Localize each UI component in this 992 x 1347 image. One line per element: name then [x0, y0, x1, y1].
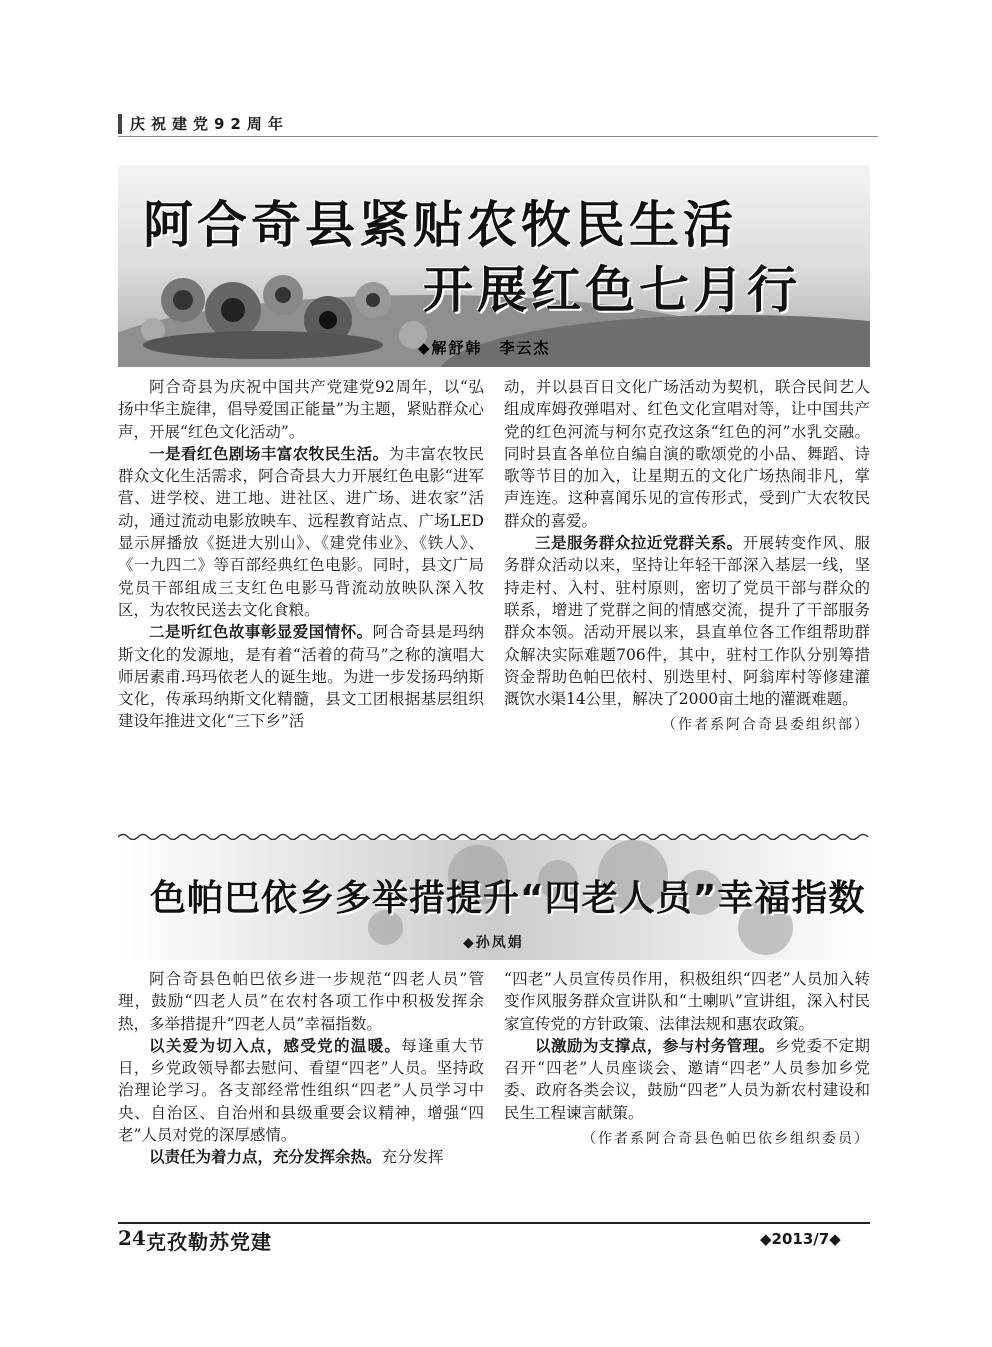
paragraph-text: 充分发挥 — [381, 1148, 444, 1167]
paragraph-text: 每逢重大节日，乡党政领导都去慰问、看望“四老”人员。坚持政治理论学习。各支部经常性组织“四老”人员学习中央、自治区、自治州和县级重要会议精神，增强“四老”人员对党的深厚感情。 — [118, 1036, 484, 1145]
paragraph — [118, 376, 484, 443]
paragraph-text: 开展转变作风、服务群众活动以来，坚持让年轻干部深入基层一线，坚持走村、入村、驻村原则，密切了党员干部与群众的联系，增进了党群之间的情感交流，提升了干部服务群众本领。活动开展以来，县直单位各工作组帮助群众解决实际难题706件，其中，驻村工作队分别筹措资金帮助色帕巴依村、别迭里村、阿翁库村等修建灌溉饮水渠14公里，解决了2000亩土地的灌溉难题。 — [504, 534, 870, 709]
paragraph — [118, 443, 484, 621]
author-signature: （作者系阿合奇县委组织部） — [662, 717, 870, 734]
article2-title: 色帕巴依乡多举措提升“四老人员”幸福指数 — [150, 878, 866, 919]
paragraph — [504, 968, 870, 1035]
paragraph — [504, 532, 870, 710]
issue-label: ◆2013/7◆ — [760, 1230, 841, 1248]
paragraph-lead: 以激励为支撑点，参与村务管理。 — [535, 1036, 775, 1055]
paragraph-text: 动，并以县百日文化广场活动为契机，联合民间艺人组成库姆孜弹唱对、红色文化宣唱对等，让中国共产党的红色河流与柯尔克孜这条“红色的河”水乳交融。同时县直各单位自编自演的歌颂党的小品、舞蹈、诗歌等节目的加入，让星期五的文化广场热闹非凡，掌声连连。这种喜闻乐见的宣传形式，受到广大农牧民群众的喜爱。 — [504, 378, 870, 530]
article1-left-column — [118, 376, 484, 733]
paragraph-lead: 二是听红色故事彰显爱国情怀。 — [149, 623, 373, 642]
paragraph-lead: 以关爱为切入点，感受党的温暖。 — [149, 1036, 402, 1055]
paragraph-text: “四老”人员宣传员作用，积极组织“四老”人员加入转变作风服务群众宣讲队和“土喇叭”宣讲组，深入村民家宣传党的方针政策、法律法规和惠农政策。 — [504, 970, 870, 1033]
article1-right-column — [504, 376, 870, 737]
paragraph-text: 阿合奇县为庆祝中国共产党建党92周年，以“弘扬中华主旋律，倡导爱国正能量”为主题，紧贴群众心声，开展“红色文化活动”。 — [118, 378, 484, 441]
paragraph-lead: 三是服务群众拉近党群关系。 — [535, 534, 743, 553]
article2-banner — [118, 840, 870, 960]
article1-title-line2: 开展红色七月行 — [423, 261, 801, 319]
paragraph — [504, 1035, 870, 1124]
flowers-illustration — [123, 240, 463, 365]
header-bar — [118, 114, 122, 134]
article1-authors: ◆解舒韩 李云杰 — [418, 339, 551, 357]
paragraph-text: 阿合奇县色帕巴依乡进一步规范“四老人员”管理，鼓励“四老人员”在农村各项工作中积极发挥余热，多举措提升“四老人员”幸福指数。 — [118, 970, 484, 1033]
paragraph-text: 阿合奇县是玛纳斯文化的发源地，是有着“活着的荷马”之称的演唱大师居素甫.玛玛依老人的诞生地。为进一步发扬玛纳斯文化，传承玛纳斯文化精髓，县文工团根据基层组织建设年推进文化“三下乡”活 — [118, 623, 484, 731]
section-header — [118, 110, 878, 137]
paragraph — [118, 1035, 484, 1146]
paragraph-text: 为丰富农牧民群众文化生活需求，阿合奇县大力开展红色电影“进军营、进学校、进工地、进社区、进广场、进农家”活动，通过流动电影放映车、远程教育站点、广场LED显示屏播放《挺进大别山》、《建党伟业》、《铁人》、《一九四二》等百部经典红色电影。同时，县文广局党员干部组成三支红色电影马背流动放映队深入牧区，为农牧民送去文化食粮。 — [118, 444, 484, 619]
article2-left-column — [118, 968, 484, 1169]
article1-banner — [118, 165, 870, 367]
paragraph — [504, 376, 870, 532]
article1-title-line1: 阿合奇县紧贴农牧民生活 — [143, 196, 737, 254]
article2-author: ◆孙凤娟 — [463, 935, 524, 951]
magazine-name: 克孜勒苏党建 — [146, 1230, 272, 1254]
paragraph-lead: 以责任为着力点，充分发挥余热。 — [149, 1148, 382, 1167]
paragraph — [118, 968, 484, 1035]
article2-right-column — [504, 968, 870, 1150]
page-number: 24 — [118, 1226, 146, 1250]
paragraph-text: 乡党委不定期召开“四老”人员座谈会、邀请“四老”人员参加乡党委、政府各类会议，鼓励“四老”人员为新农村建设和民生工程谏言献策。 — [504, 1036, 870, 1122]
section-label: 庆祝建党92周年 — [130, 115, 289, 133]
paragraph-lead: 一是看红色剧场丰富农牧民生活。 — [149, 444, 389, 463]
footer-rule — [118, 1222, 870, 1224]
paragraph — [118, 621, 484, 732]
author-signature: （作者系阿合奇县色帕巴依乡组织委员） — [582, 1131, 870, 1148]
paragraph — [118, 1146, 484, 1168]
